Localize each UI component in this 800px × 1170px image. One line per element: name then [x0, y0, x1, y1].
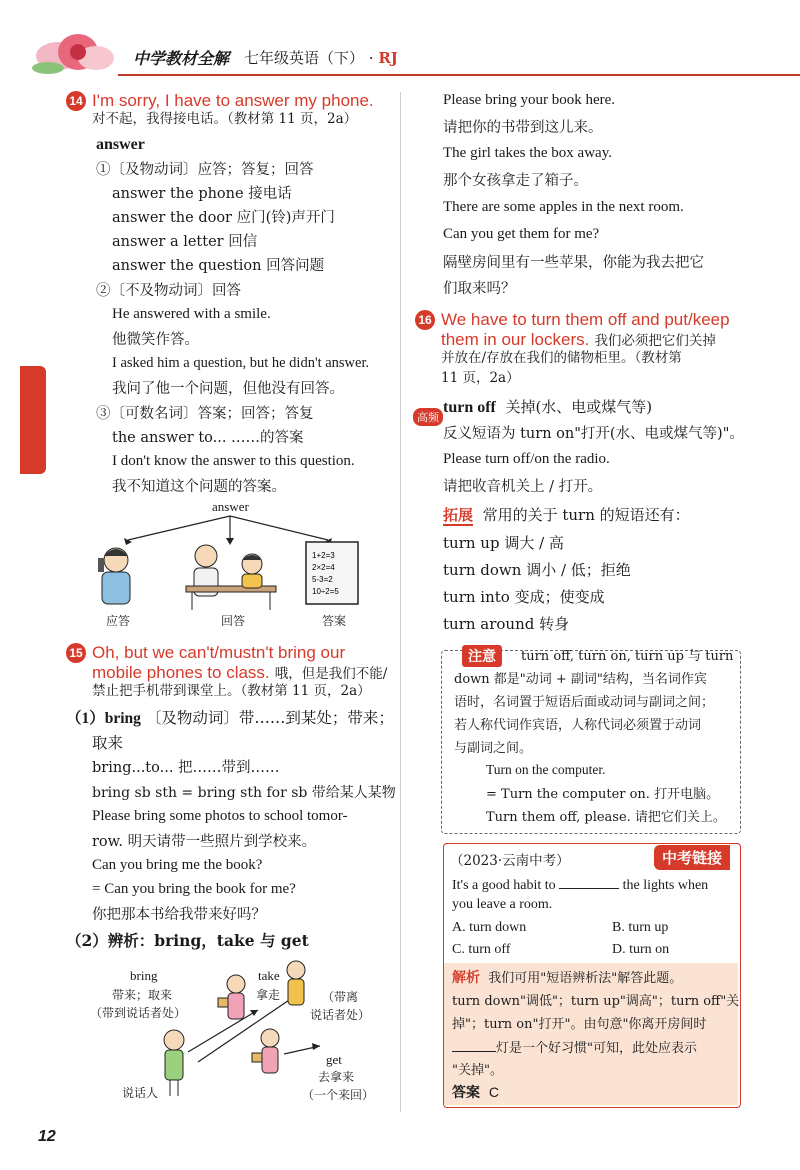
diagram-bring-cn: 带来；取来: [112, 988, 173, 1002]
example-en: I don't know the answer to this question.: [112, 453, 355, 469]
answer-phrase: answer the phone 接电话: [112, 186, 292, 202]
antonym-note: 反义短语为 turn on"打开(水、电或煤气等)"。: [443, 426, 744, 442]
example-en: I asked him a question, but he didn't answer.: [112, 355, 370, 371]
exam-option: D. turn on: [612, 942, 670, 957]
answer-sense-1: ①〔及物动词〕应答；答复；回答: [96, 162, 314, 178]
answer-line: 答案 C: [452, 1084, 500, 1101]
example-cn: 我不知道这个问题的答案。: [112, 479, 286, 495]
item-16-sentence-cont: them in our lockers. 我们必须把它们关掉: [441, 330, 716, 349]
analysis-line: turn down"调低"；turn up"调高"；turn off"关: [452, 994, 740, 1009]
analysis-line: 解析 我们可用"短语辨析法"解答此题。: [452, 970, 683, 986]
example-en: He answered with a smile.: [112, 306, 271, 322]
answer-blank: [559, 875, 619, 889]
analysis-line: "关掉"。: [452, 1063, 503, 1078]
chapter-side-tab: [20, 366, 46, 474]
column-divider: [400, 92, 401, 1112]
item-15-translation: 禁止把手机带到课堂上。（教材第 11 页，2a）: [92, 683, 371, 699]
svg-text:5-3=2: 5-3=2: [312, 575, 333, 584]
note-line: down 都是"动词 + 副词"结构，当名词作宾: [454, 672, 707, 687]
example-en: Can you bring me the book?: [92, 857, 263, 873]
example-cn: 请把收音机关上 / 打开。: [443, 479, 603, 495]
example-en: Please bring your book here.: [443, 92, 616, 108]
note-line: 语时，名词置于短语后面或动词与副词之间；: [454, 695, 715, 710]
page-number: 12: [38, 1128, 56, 1145]
item-15-sentence: Oh, but we can't/mustn't bring our: [92, 643, 346, 662]
exam-option: A. turn down: [452, 920, 527, 935]
example-cn: 你把那本书给我带来好吗？: [92, 907, 266, 923]
illustration-label: 应答: [106, 614, 131, 628]
diagram-take-cn: 拿走: [256, 988, 281, 1002]
diagram-get-note: （一个来回）: [302, 1088, 375, 1102]
bring-definition: （1）bring 〔及物动词〕带……到某处；带来；: [66, 709, 394, 727]
analysis-line: 灯是一个好习惯"可知，此处应表示: [452, 1038, 697, 1059]
flower-logo-icon: [28, 22, 120, 78]
example-cn: 我问了他一个问题，但他没有回答。: [112, 381, 344, 397]
example-cn: 那个女孩拿走了箱子。: [443, 173, 588, 189]
item-16-translation: 11 页，2a）: [441, 370, 520, 386]
bring-definition-cont: 取来: [92, 734, 124, 752]
answer-phrase: answer the question 回答问题: [112, 258, 325, 274]
note-line: 与副词之间。: [454, 741, 533, 756]
item-14-sentence: I'm sorry, I have to answer my phone.: [92, 91, 374, 110]
note-tag: 注意: [462, 645, 502, 667]
expand-section: 拓展 常用的关于 turn 的短语还有：: [443, 506, 690, 524]
example-en: Please bring some photos to school tomor-: [92, 808, 348, 824]
item-14-badge: 14: [66, 91, 86, 111]
svg-text:1+2=3: 1+2=3: [312, 551, 335, 560]
answer-sense-3: ③〔可数名词〕答案；回答；答复: [96, 406, 314, 422]
example-cn: 他微笑作答。: [112, 332, 199, 348]
turn-phrase: turn into 变成；使变成: [443, 588, 605, 606]
illustration-label: 回答: [221, 614, 246, 628]
exam-option: B. turn up: [612, 920, 669, 935]
item-16-badge: 16: [415, 310, 435, 330]
answer-illustration: [88, 512, 378, 612]
note-example: Turn on the computer.: [486, 762, 606, 777]
answer-blank: [452, 1038, 496, 1052]
comparison-heading: （2）辨析：bring，take 与 get: [66, 931, 309, 950]
illustration-label: 答案: [322, 614, 347, 628]
item-15-sentence-cont: mobile phones to class. 哦，但是我们不能/: [92, 663, 388, 682]
example-en: Please turn off/on the radio.: [443, 451, 610, 467]
diagram-take: take: [258, 968, 280, 983]
illustration-title: answer: [212, 499, 249, 514]
svg-text:10÷2=5: 10÷2=5: [312, 587, 339, 596]
note-example: Turn them off, please. 请把它们关上。: [486, 810, 726, 825]
diagram-take-note: （带离: [322, 990, 359, 1004]
exam-question: you leave a room.: [452, 897, 553, 912]
turn-phrase: turn up 调大 / 高: [443, 534, 564, 552]
item-16-translation: 并放在/存放在我们的储物柜里。（教材第: [441, 350, 682, 366]
diagram-bring-note: （带到说话者处）: [90, 1006, 187, 1020]
answer-phrase: the answer to... ……的答案: [112, 430, 304, 446]
example-mixed: row. 明天请带一些照片到学校来。: [92, 834, 317, 850]
example-en: Can you get them for me?: [443, 226, 600, 242]
diagram-get: get: [326, 1052, 342, 1067]
example-cn: 们取来吗？: [443, 281, 516, 297]
answer-phrase: answer a letter 回信: [112, 234, 258, 250]
exam-option: C. turn off: [452, 942, 511, 957]
page-header: [0, 0, 800, 78]
grade-label: 七年级英语（下） · RJ: [244, 49, 398, 67]
turn-phrase: turn down 调小 / 低；拒绝: [443, 561, 631, 579]
exam-link-tag: 中考链接: [654, 845, 730, 870]
note-line: 若人称代词作宾语，人称代词必须置于动词: [454, 718, 702, 733]
diagram-get-cn: 去拿来: [318, 1070, 355, 1084]
exam-source: （2023·云南中考）: [450, 853, 570, 869]
exam-question: It's a good habit to the lights when: [452, 875, 708, 894]
example-en: There are some apples in the next room.: [443, 199, 684, 215]
answer-phrase: answer the door 应门(铃)声开门: [112, 210, 335, 226]
high-frequency-tag: 高频: [413, 408, 443, 426]
answer-sense-2: ②〔不及物动词〕回答: [96, 283, 241, 299]
diagram-bring: bring: [130, 968, 158, 983]
item-14-translation: 对不起，我得接电话。（教材第 11 页，2a）: [92, 111, 358, 127]
example-cn: 请把你的书带到这儿来。: [443, 120, 603, 136]
phrase-turn-off: turn off 关掉(水、电或煤气等): [443, 398, 653, 416]
item-16-sentence: We have to turn them off and put/keep: [441, 310, 730, 329]
book-brand: 中学教材全解: [133, 49, 230, 68]
example-cn: 隔壁房间里有一些苹果，你能为我去把它: [443, 255, 704, 271]
turn-phrase: turn around 转身: [443, 615, 570, 633]
bring-usage: bring sb sth = bring sth for sb 带给某人某物: [92, 785, 396, 801]
keyword-answer: answer: [96, 136, 145, 153]
example-en: = Can you bring the book for me?: [92, 881, 296, 897]
analysis-line: 掉"；turn on"打开"。由句意"你离开房间时: [452, 1017, 707, 1032]
diagram-take-note: 说话者处）: [310, 1008, 371, 1022]
item-15-badge: 15: [66, 643, 86, 663]
header-rule: [118, 74, 800, 76]
note-line: turn off, turn on, turn up 与 turn: [521, 649, 734, 664]
note-example: = Turn the computer on. 打开电脑。: [486, 787, 720, 802]
diagram-speaker: 说话人: [122, 1086, 159, 1100]
bring-usage: bring...to... 把……带到……: [92, 760, 280, 776]
example-en: The girl takes the box away.: [443, 145, 612, 161]
svg-text:2×2=4: 2×2=4: [312, 563, 335, 572]
